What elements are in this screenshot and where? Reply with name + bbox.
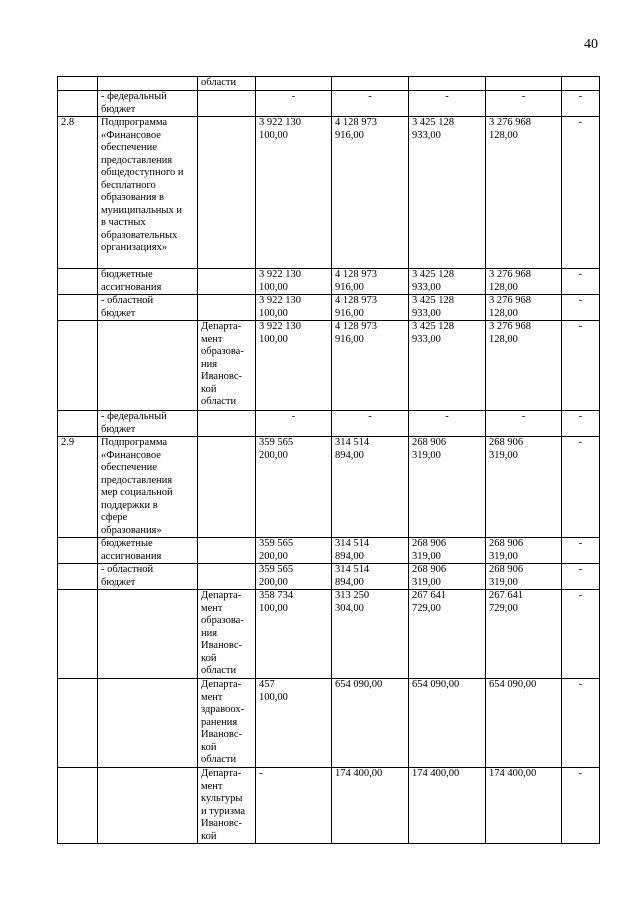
row-number bbox=[58, 91, 98, 117]
table-row bbox=[58, 538, 600, 564]
row-name: - областной бюджет bbox=[98, 564, 198, 590]
row-executor: Департа- мент здравоох- ранения Ивановс- кой области bbox=[198, 679, 256, 768]
row-name: - областной бюджет bbox=[98, 295, 198, 321]
table-row bbox=[58, 768, 600, 844]
table-row bbox=[58, 269, 600, 295]
row-value-2: 654 090,00 bbox=[332, 679, 409, 768]
row-value-3: 3 425 128 933,00 bbox=[409, 321, 486, 411]
row-value-5: - bbox=[562, 321, 600, 411]
row-name bbox=[98, 679, 198, 768]
row-value-5: - bbox=[562, 538, 600, 564]
row-name: Подпрограмма «Финансовое обеспечение предоставления мер социальной поддержки в сфере образования» bbox=[98, 437, 198, 538]
row-value-2 bbox=[332, 77, 409, 91]
row-value-4: - bbox=[486, 411, 562, 437]
row-name bbox=[98, 77, 198, 91]
row-name: - федеральный бюджет bbox=[98, 91, 198, 117]
row-value-3: - bbox=[409, 91, 486, 117]
row-number bbox=[58, 269, 98, 295]
row-value-1: 359 565 200,00 bbox=[256, 437, 332, 538]
row-value-4 bbox=[486, 77, 562, 91]
row-value-2: - bbox=[332, 411, 409, 437]
row-value-2: 314 514 894,00 bbox=[332, 437, 409, 538]
row-number bbox=[58, 77, 98, 91]
table-row bbox=[58, 679, 600, 768]
row-value-4: 3 276 968 128,00 bbox=[486, 295, 562, 321]
row-value-4: 174 400,00 bbox=[486, 768, 562, 844]
table-row bbox=[58, 437, 600, 538]
row-value-1: 3 922 130 100,00 bbox=[256, 321, 332, 411]
row-value-3: 3 425 128 933,00 bbox=[409, 295, 486, 321]
row-value-4: 268 906 319,00 bbox=[486, 564, 562, 590]
table-row bbox=[58, 321, 600, 411]
budget-table bbox=[57, 76, 600, 844]
page-number: 40 bbox=[584, 37, 598, 52]
row-name: - федеральный бюджет bbox=[98, 411, 198, 437]
row-value-1: - bbox=[256, 768, 332, 844]
row-value-1: 359 565 200,00 bbox=[256, 538, 332, 564]
row-name: бюджетные ассигнования bbox=[98, 538, 198, 564]
row-value-2: 314 514 894,00 bbox=[332, 564, 409, 590]
table-row bbox=[58, 564, 600, 590]
table-row bbox=[58, 590, 600, 679]
row-number bbox=[58, 295, 98, 321]
row-value-4: - bbox=[486, 91, 562, 117]
row-executor bbox=[198, 117, 256, 269]
row-value-4: 268 906 319,00 bbox=[486, 538, 562, 564]
row-value-2: 4 128 973 916,00 bbox=[332, 117, 409, 269]
row-value-3 bbox=[409, 77, 486, 91]
row-value-5: - bbox=[562, 679, 600, 768]
row-value-1 bbox=[256, 77, 332, 91]
row-number: 2.8 bbox=[58, 117, 98, 269]
row-value-1: - bbox=[256, 411, 332, 437]
row-value-5: - bbox=[562, 117, 600, 269]
row-value-5: - bbox=[562, 564, 600, 590]
row-value-2: 314 514 894,00 bbox=[332, 538, 409, 564]
row-executor bbox=[198, 538, 256, 564]
row-value-3: 267 641 729,00 bbox=[409, 590, 486, 679]
row-value-4: 3 276 968 128,00 bbox=[486, 321, 562, 411]
row-executor bbox=[198, 437, 256, 538]
row-value-3: 268 906 319,00 bbox=[409, 437, 486, 538]
row-number bbox=[58, 590, 98, 679]
row-name bbox=[98, 768, 198, 844]
row-value-4: 267 641 729,00 bbox=[486, 590, 562, 679]
row-value-2: 4 128 973 916,00 bbox=[332, 295, 409, 321]
row-value-3: 3 425 128 933,00 bbox=[409, 269, 486, 295]
row-number bbox=[58, 679, 98, 768]
row-value-5: - bbox=[562, 768, 600, 844]
row-value-5: - bbox=[562, 269, 600, 295]
row-value-1: 3 922 130 100,00 bbox=[256, 117, 332, 269]
row-value-3: 174 400,00 bbox=[409, 768, 486, 844]
row-value-1: 3 922 130 100,00 bbox=[256, 269, 332, 295]
row-value-1: - bbox=[256, 91, 332, 117]
row-executor bbox=[198, 269, 256, 295]
row-value-4: 268 906 319,00 bbox=[486, 437, 562, 538]
row-executor: Департа- мент культуры и туризма Ивановс- кой bbox=[198, 768, 256, 844]
row-number bbox=[58, 411, 98, 437]
row-value-2: 4 128 973 916,00 bbox=[332, 321, 409, 411]
row-executor: области bbox=[198, 77, 256, 91]
row-value-5: - bbox=[562, 295, 600, 321]
row-number bbox=[58, 321, 98, 411]
row-number bbox=[58, 564, 98, 590]
row-number: 2.9 bbox=[58, 437, 98, 538]
row-value-2: 4 128 973 916,00 bbox=[332, 269, 409, 295]
row-number bbox=[58, 538, 98, 564]
row-value-1: 3 922 130 100,00 bbox=[256, 295, 332, 321]
row-value-5: - bbox=[562, 411, 600, 437]
row-value-5 bbox=[562, 77, 600, 91]
table-row bbox=[58, 411, 600, 437]
row-executor bbox=[198, 411, 256, 437]
row-value-3: - bbox=[409, 411, 486, 437]
row-executor bbox=[198, 295, 256, 321]
table-row bbox=[58, 77, 600, 91]
row-value-2: - bbox=[332, 91, 409, 117]
row-value-2: 313 250 304,00 bbox=[332, 590, 409, 679]
row-name: бюджетные ассигнования bbox=[98, 269, 198, 295]
row-value-3: 268 906 319,00 bbox=[409, 564, 486, 590]
row-executor: Департа- мент образова- ния Ивановс- кой области bbox=[198, 590, 256, 679]
row-value-3: 654 090,00 bbox=[409, 679, 486, 768]
row-value-4: 3 276 968 128,00 bbox=[486, 117, 562, 269]
row-number bbox=[58, 768, 98, 844]
row-name bbox=[98, 590, 198, 679]
table-row bbox=[58, 295, 600, 321]
row-executor bbox=[198, 564, 256, 590]
row-executor bbox=[198, 91, 256, 117]
row-name bbox=[98, 321, 198, 411]
row-executor: Департа- мент образова- ния Ивановс- кой области bbox=[198, 321, 256, 411]
row-value-4: 3 276 968 128,00 bbox=[486, 269, 562, 295]
row-value-1: 359 565 200,00 bbox=[256, 564, 332, 590]
row-value-5: - bbox=[562, 590, 600, 679]
row-value-5: - bbox=[562, 91, 600, 117]
table-row bbox=[58, 117, 600, 269]
row-name: Подпрограмма «Финансовое обеспечение предоставления общедоступного и бесплатного образования в муниципальных и в частных образовательных организациях» bbox=[98, 117, 198, 269]
row-value-1: 358 734 100,00 bbox=[256, 590, 332, 679]
table-row bbox=[58, 91, 600, 117]
row-value-1: 457 100,00 bbox=[256, 679, 332, 768]
row-value-3: 3 425 128 933,00 bbox=[409, 117, 486, 269]
row-value-5: - bbox=[562, 437, 600, 538]
row-value-2: 174 400,00 bbox=[332, 768, 409, 844]
row-value-3: 268 906 319,00 bbox=[409, 538, 486, 564]
row-value-4: 654 090,00 bbox=[486, 679, 562, 768]
